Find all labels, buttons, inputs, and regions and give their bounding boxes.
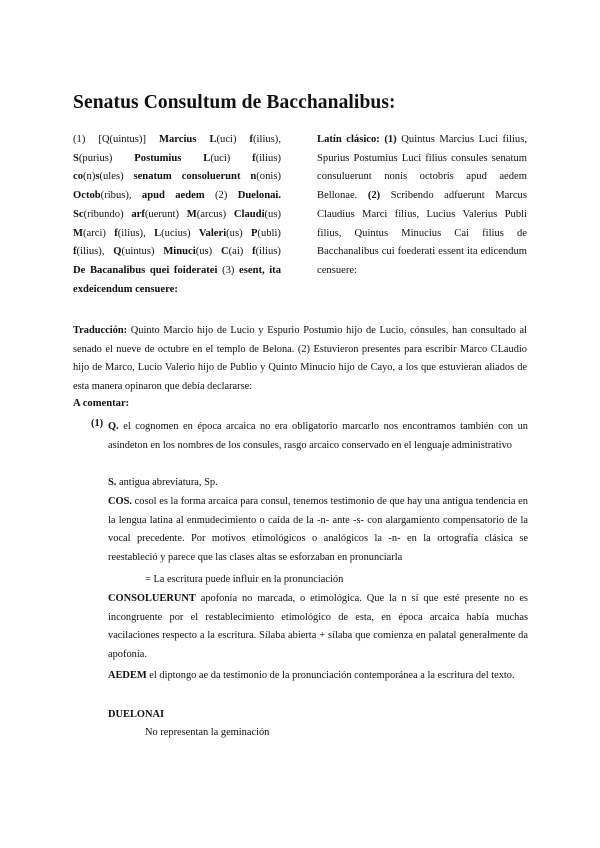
text-span: (onis) [256, 171, 281, 183]
archaic-line [73, 243, 281, 262]
bold-span: f [252, 246, 256, 258]
bold-span: Octob [73, 190, 101, 202]
archaic-line [73, 262, 281, 281]
bold-span: L [209, 134, 217, 145]
archaic-line [73, 168, 281, 187]
classical-latin-label: Latín clásico: [317, 134, 380, 145]
classical-num-2: (2) [367, 190, 381, 202]
translation-paragraph [73, 322, 527, 396]
comment-item-number: (1) [91, 418, 104, 429]
comment-consoluerunt-label: CONSOLUERUNT [108, 593, 196, 604]
classical-num-1: (1) [384, 134, 397, 145]
text-span: (uci) [210, 152, 231, 164]
text-span: (purius) [78, 152, 113, 164]
text-span: (n) [83, 171, 96, 183]
text-span: (ai) [228, 246, 244, 258]
bold-span: esent, ita [239, 264, 282, 276]
archaic-line [73, 206, 281, 225]
bold-span: co [73, 171, 83, 183]
bold-span: f [73, 246, 77, 258]
text-span: (ribus), [100, 190, 132, 202]
comment-consoluerunt [108, 590, 528, 664]
bold-span: apud aedem [141, 190, 205, 202]
classical-latin-column [317, 131, 527, 281]
bold-span: L [203, 152, 211, 164]
comment-cos-label: COS. [108, 496, 132, 507]
text-span: (us) [226, 227, 243, 239]
archaic-latin-column [73, 131, 281, 299]
page-title: Senatus Consultum de Bacchanalibus: [73, 92, 396, 113]
bold-span: s [95, 171, 100, 183]
comment-aedem [108, 667, 528, 686]
comment-cos-note: = La escritura puede influir en la pronunciación [145, 574, 344, 585]
text-span: (ubli) [257, 227, 281, 239]
archaic-line [73, 187, 281, 206]
bold-span: Postumius [134, 152, 182, 164]
text-span: (ilius) [255, 152, 281, 164]
bold-span: L [154, 227, 162, 239]
bold-span: S [73, 152, 79, 164]
comment-duelonai-note: No representan la geminación [145, 727, 270, 738]
text-span: (1) [Q(uintus)] [73, 134, 146, 145]
bold-span: f [252, 152, 256, 164]
archaic-line [73, 150, 281, 169]
comment-cos [108, 493, 528, 567]
comment-q-label: Q. [108, 421, 119, 432]
text-span: (ribundo) [83, 208, 124, 220]
bold-span: f [114, 227, 118, 239]
bold-span: Duelonai. [237, 190, 281, 202]
archaic-line [73, 281, 281, 300]
bold-span: C [220, 246, 229, 258]
bold-span: Marcius [158, 134, 197, 145]
bold-span: M [73, 227, 83, 239]
translation-text: Quinto Marcio hijo de Lucio y Espurio Postumio hijo de Lucio, cónsules, han consultado al senado el nueve de octubre en el templo de Belona. (2) Estuvieron presentes para escribir Marco CLaudio hijo de Marco, Lucio Valerio hijo de Publio y Quinto Minucio hijo de Cayo, a los que estuvieran aliados de esta manera opinaron que debía declararse: [73, 325, 527, 392]
comment-q-text: el cognomen en época arcaica no era obligatorio marcarlo nos encontramos también con un asíndeton en los nombres de los consules, rasgo arcaico conservado en el lenguaje administrativo [108, 421, 528, 451]
text-span: (uerunt) [144, 208, 179, 220]
text-span: (uci) [216, 134, 237, 145]
classical-text-2: Scribendo adfuerunt Marcus Claudius Marci filius, Lucius Valerius Publi filius, Quintus Minucius Cai filius de Bacchanalibus cui foederati essent ita edicendum censuere: [317, 190, 527, 276]
text-span: (ilius) [255, 246, 281, 258]
bold-span: P [250, 227, 258, 239]
text-span: (2) [215, 190, 228, 202]
text-span: (arci) [83, 227, 106, 239]
bold-span: Q [113, 246, 122, 258]
bold-span: arf [131, 208, 145, 220]
text-span: (ilius), [253, 134, 281, 145]
archaic-line [73, 131, 281, 150]
translation-label: Traducción: [73, 325, 128, 336]
text-span: (ules) [99, 171, 124, 183]
bold-span: Sc [73, 208, 84, 220]
comment-consoluerunt-text: apofonía no marcada, o etimológica. Que la n sí que esté presente no es incongruente por el restablecimiento etimológico de esta, en época arcaica había muchas vacilaciones respecto a la escritura. Sílaba abierta + sílaba que comienza en palatal generalmente da apofonía. [108, 593, 528, 660]
comment-s-text: antigua abreviatura, Sp. [119, 477, 218, 488]
bold-span: exdeicendum censuere: [73, 283, 178, 295]
text-span: (uintus) [121, 246, 155, 258]
comment-s-label: S. [108, 477, 117, 488]
text-span: (3) [222, 264, 235, 276]
text-span: (ucius) [161, 227, 191, 239]
comment-q [108, 418, 528, 455]
bold-span: M [186, 208, 197, 220]
comment-heading: A comentar: [73, 398, 130, 409]
bold-span: n [250, 171, 257, 183]
comment-aedem-text: el diptongo ae da testimonio de la pronunciación contemporánea a la escritura del texto. [149, 670, 515, 681]
text-span: (us) [264, 208, 281, 220]
text-span: (arcus) [196, 208, 227, 220]
text-span: (ilius), [117, 227, 146, 239]
comment-duelonai [108, 706, 528, 725]
bold-span: Minuci [163, 246, 196, 258]
archaic-line [73, 225, 281, 244]
classical-text-1: Quintus Marcius Luci filius, Spurius Postumius Luci filius consules senatum consuluerunt nonis octobris apud aedem Bellonae. [317, 134, 527, 202]
bold-span: De Bacanalibus quei foideratei [73, 264, 218, 276]
comment-duelonai-label: DUELONAI [108, 709, 165, 720]
text-span: (ilius), [76, 246, 105, 258]
bold-span: Claudi [233, 208, 265, 220]
comment-aedem-label: AEDEM [108, 670, 147, 681]
comment-s [108, 474, 528, 493]
bold-span: f [249, 134, 254, 145]
bold-span: Valeri [198, 227, 227, 239]
bold-span: senatum consoluerunt [133, 171, 241, 183]
text-span: (us) [195, 246, 213, 258]
comment-cos-text: cosol es la forma arcaica para consul, tenemos testimonio de que hay una antigua tendencia en la lengua latina al enmudecimiento o caída de la -n- ante -s- con alargamiento compensatorio de la vocal precedente. Por motivos etimológicos o analógicos la -n- en la ortografía clásica se reestableció y parece que las clases altas se esforzaban en pronunciarla [108, 496, 528, 563]
